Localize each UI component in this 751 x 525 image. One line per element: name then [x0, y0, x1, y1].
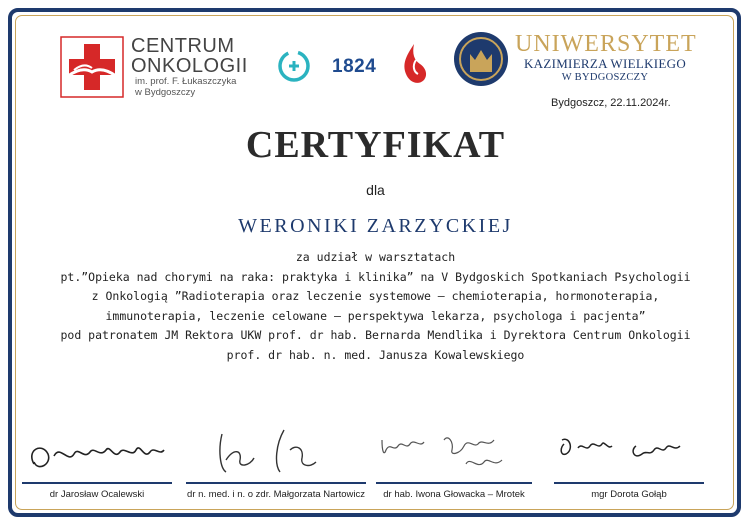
signatory-name: dr Jarosław Ocalewski: [49, 489, 145, 500]
signature-nartowicz: [200, 420, 360, 482]
description-line: immunoterapia, leczenie celowane – perspektywa lekarza, psychologa i pacjenta”: [105, 308, 646, 323]
signatory-name: dr n. med. i n. o zdr. Małgorzata Nartowicz: [187, 489, 365, 500]
co-line-1: CENTRUM: [131, 35, 235, 57]
description-line: pod patronatem JM Rektora UKW prof. dr hab. Bernarda Mendlika i Dyrektora Centrum Onkologii: [60, 328, 691, 342]
signature-line: [554, 482, 704, 484]
co-line-2: ONKOLOGII: [131, 55, 248, 77]
signature-glowacka-mrotek: [378, 420, 538, 482]
issue-date: Bydgoszcz, 22.11.2024r.: [551, 97, 671, 109]
co-sub-2: w Bydgoszczy: [135, 87, 196, 98]
certificate-title: CERTYFIKAT: [245, 124, 506, 166]
description-line: za udział w warsztatach: [295, 250, 456, 264]
signature-line: [376, 482, 532, 484]
dla-label: dla: [366, 182, 385, 198]
description-line: prof. dr hab. n. med. Janusza Kowalewskiego: [226, 347, 525, 362]
signature-golab: [556, 420, 716, 482]
co-sub-1: im. prof. F. Łukaszczyka: [135, 76, 237, 87]
signature-line: [186, 482, 366, 484]
anniversary-text: 1824: [332, 56, 377, 77]
centrum-onkologii-wordmark: [131, 36, 248, 98]
description-line: z Onkologią ”Radioterapia oraz leczenie systemowe – chemioterapia, hormonoterapia,: [91, 289, 660, 303]
ukw-name: UNIWERSYTET: [515, 31, 697, 57]
ukw-seal-icon: [452, 30, 510, 88]
recipient-name: WERONIKI ZARZYCKIEJ: [238, 215, 513, 237]
centrum-onkologii-logo-icon: [60, 36, 124, 98]
signature-ocalewski: [24, 420, 184, 482]
description-line: pt.”Opieka nad chorymi na raka: praktyka i klinika” na V Bydgoskich Spotkaniach Psychologii: [60, 269, 691, 284]
ukw-city: W BYDGOSZCZY: [561, 72, 649, 83]
certificate-description: [0, 248, 751, 365]
ukw-sub: KAZIMIERZA WIELKIEGO: [523, 56, 687, 71]
anniversary-ring-icon: [276, 48, 312, 84]
flame-drop-icon: [400, 42, 430, 88]
signatory-name: dr hab. Iwona Głowacka – Mrotek: [383, 489, 525, 500]
signature-line: [22, 482, 172, 484]
signatory-name: mgr Dorota Gołąb: [591, 489, 667, 500]
ukw-wordmark: [515, 32, 695, 84]
